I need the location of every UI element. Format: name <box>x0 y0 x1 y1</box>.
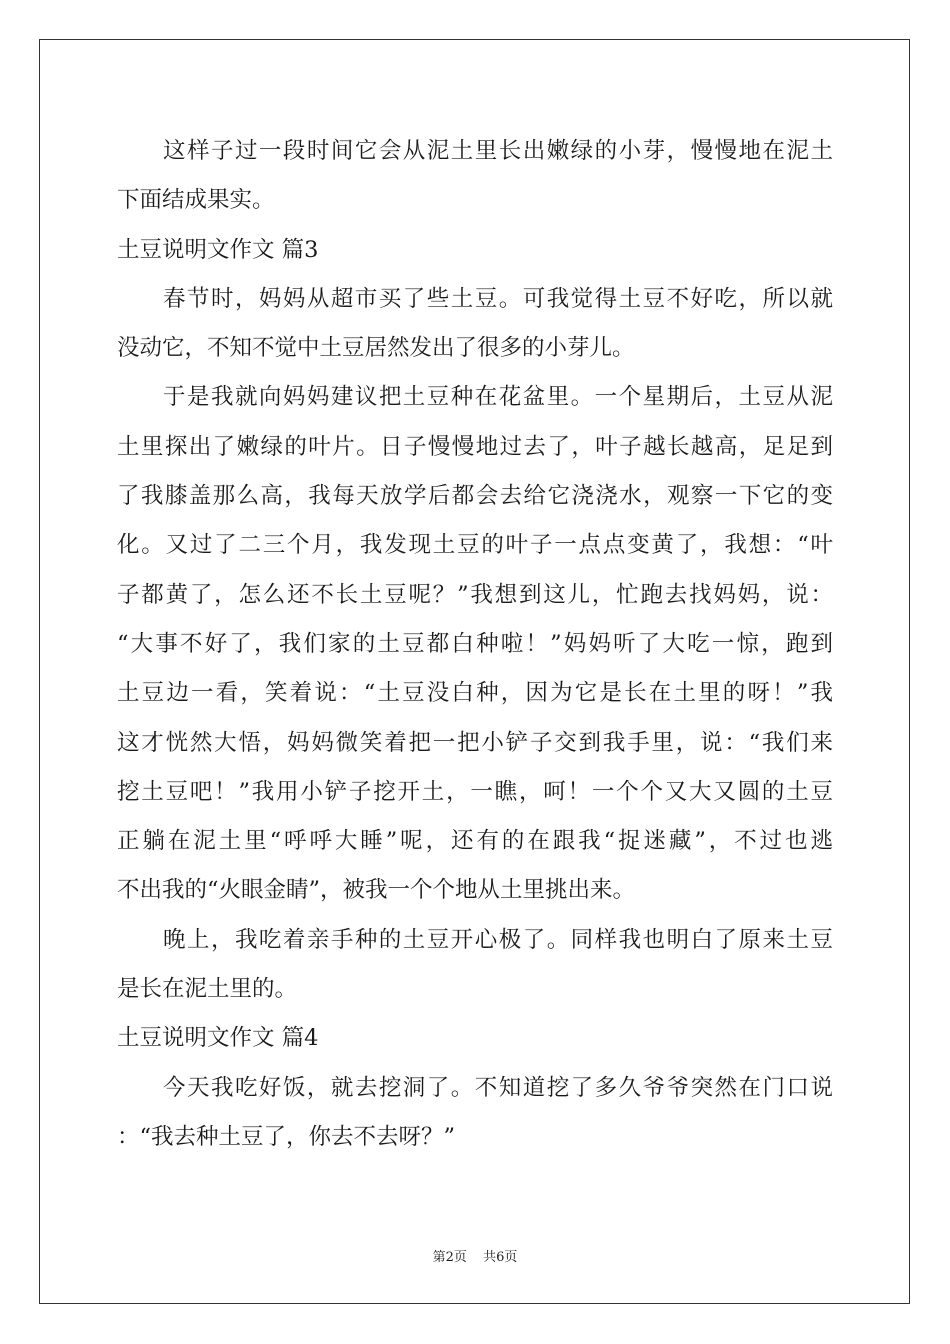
text-line: 这才恍然大悟，妈妈微笑着把一把小铲子交到我手里，说：“我们来 <box>117 729 833 756</box>
text-line: 没动它，不知不觉中土豆居然发出了很多的小芽儿。 <box>117 335 635 362</box>
text-line: 下面结成果实。 <box>117 187 275 214</box>
page-total: 共6页 <box>483 1250 518 1265</box>
text-line: 正躺在泥土里“呼呼大睡”呢，还有的在跟我“捉迷藏”，不过也逃 <box>117 828 833 855</box>
text-line: 化。又过了二三个月，我发现土豆的叶子一点点变黄了，我想：“叶 <box>117 532 833 559</box>
text-line: “大事不好了，我们家的土豆都白种啦！”妈妈听了大吃一惊，跑到 <box>117 630 833 657</box>
text-line: 土豆边一看，笑着说：“土豆没白种，因为它是长在土里的呀！”我 <box>117 680 833 707</box>
section-heading: 土豆说明文作文 篇3 <box>117 236 319 263</box>
section-heading: 土豆说明文作文 篇4 <box>117 1025 319 1052</box>
text-line: 这样子过一段时间它会从泥土里长出嫩绿的小芽，慢慢地在泥土 <box>163 138 833 164</box>
text-line: 今天我吃好饭，就去挖洞了。不知道挖了多久爷爷突然在门口说 <box>163 1074 833 1101</box>
text-line: 晚上，我吃着亲手种的土豆开心极了。同样我也明白了原来土豆 <box>163 926 833 953</box>
text-line: 子都黄了，怎么还不长土豆呢？”我想到这儿，忙跑去找妈妈，说： <box>117 581 833 608</box>
page-footer <box>0 1246 950 1265</box>
text-line: 土里探出了嫩绿的叶片。日子慢慢地过去了，叶子越长越高，足足到 <box>117 433 833 460</box>
page-number: 第2页 <box>432 1250 467 1265</box>
text-line: 是长在泥土里的。 <box>117 976 298 1003</box>
text-line: 了我膝盖那么高，我每天放学后都会去给它浇浇水，观察一下它的变 <box>117 483 833 510</box>
text-line: 春节时，妈妈从超市买了些土豆。可我觉得土豆不好吃，所以就 <box>163 285 833 312</box>
document-body <box>117 127 833 1162</box>
text-line: 挖土豆吧！”我用小铲子挖开土，一瞧，呵！一个个又大又圆的土豆 <box>117 778 833 805</box>
text-line: ：“我去种土豆了，你去不去呀？” <box>117 1123 456 1150</box>
text-line: 于是我就向妈妈建议把土豆种在花盆里。一个星期后，土豆从泥 <box>163 384 833 411</box>
text-line: 不出我的“火眼金睛”，被我一个个地从土里挑出来。 <box>117 877 636 904</box>
